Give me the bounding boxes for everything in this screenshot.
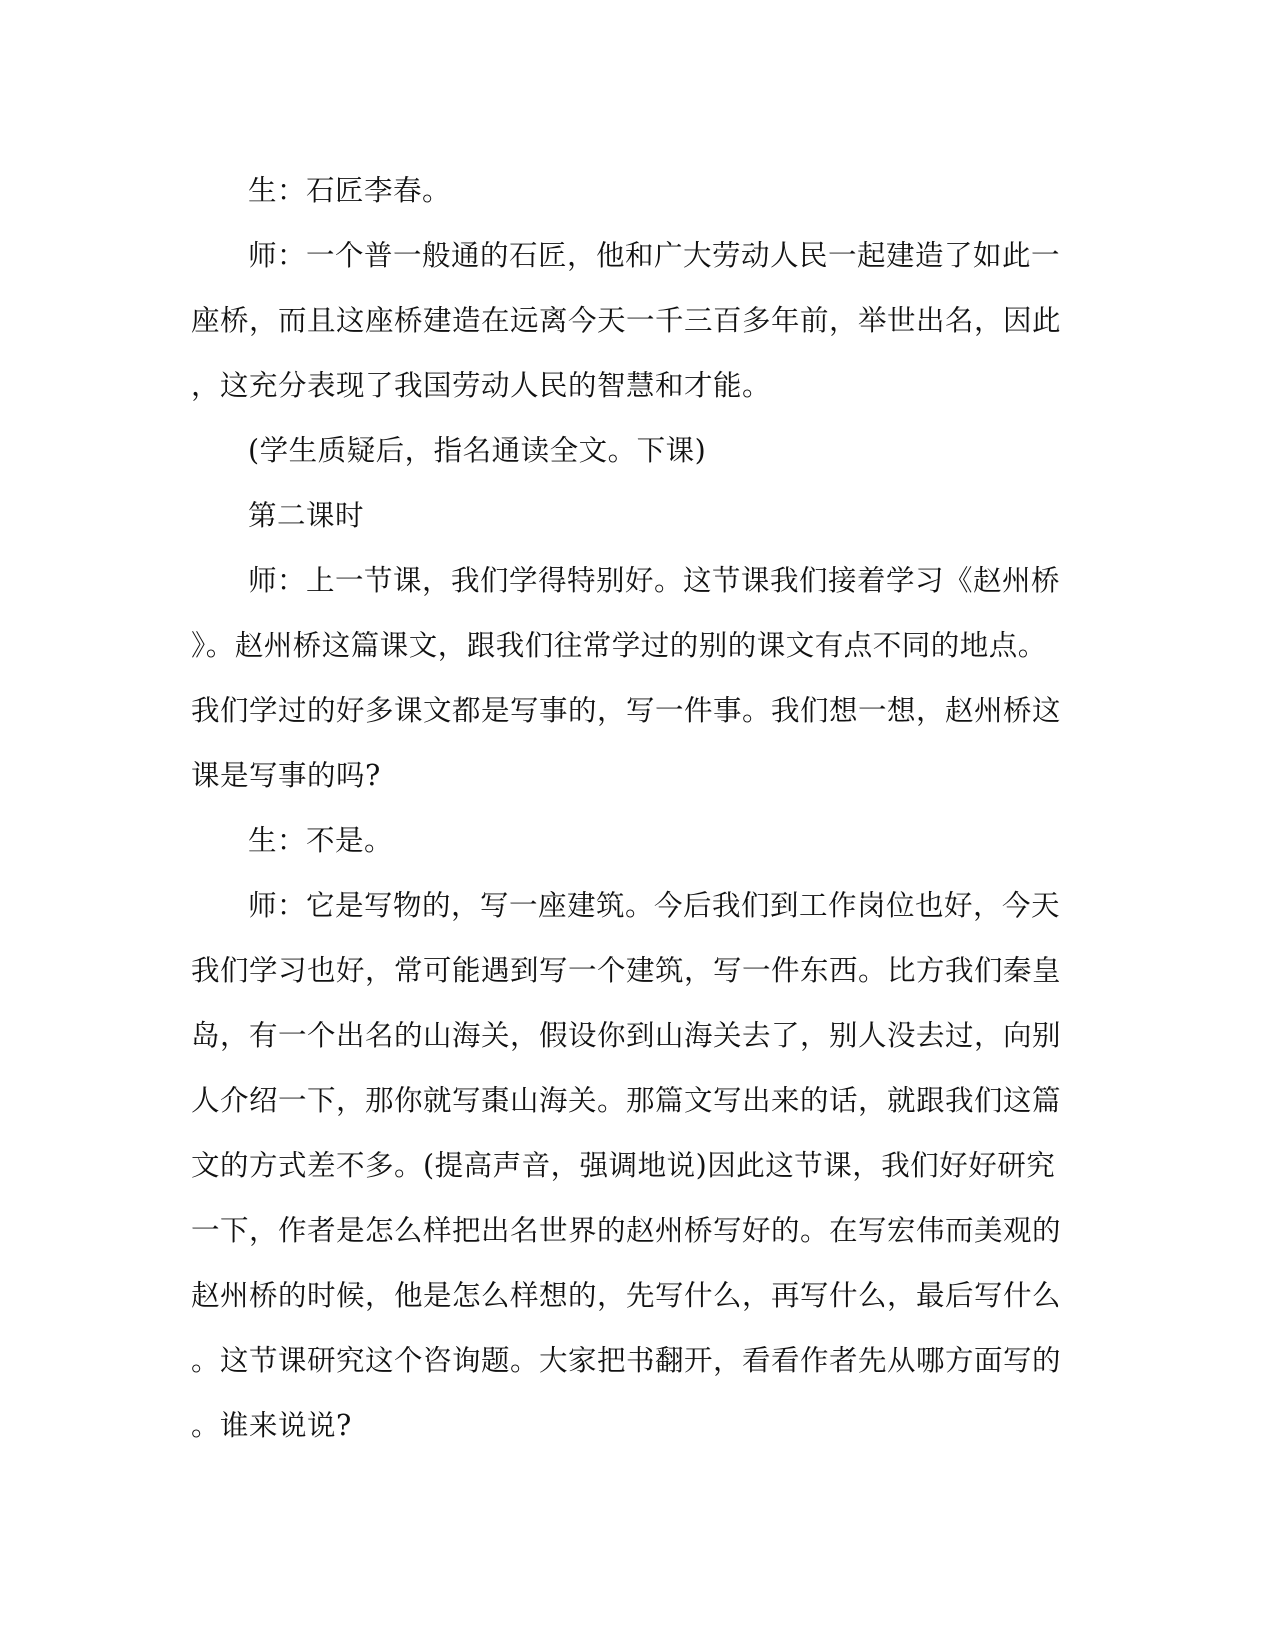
text-line: 。谁来说说?	[191, 1409, 352, 1442]
text-line: 座桥，而且这座桥建造在远离今天一千三百多年前，举世出名，因此	[191, 304, 1062, 337]
document-body	[191, 158, 1062, 1458]
text-line: 人介绍一下，那你就写棗山海关。那篇文写出来的话，就跟我们这篇	[191, 1084, 1062, 1117]
text-line: 》。赵州桥这篇课文，跟我们往常学过的别的课文有点不同的地点。	[191, 629, 1047, 662]
text-line: 文的方式差不多。(提高声音，强调地说)因此这节课，我们好好研究	[191, 1149, 1056, 1182]
text-line: 一下，作者是怎么样把出名世界的赵州桥写好的。在写宏伟而美观的	[191, 1214, 1062, 1247]
text-line: 我们学过的好多课文都是写事的，写一件事。我们想一想，赵州桥这	[191, 694, 1062, 727]
text-line: 赵州桥的时候，他是怎么样想的，先写什么，再写什么，最后写什么	[191, 1279, 1062, 1312]
text-line: 。这节课研究这个咨询题。大家把书翻开，看看作者先从哪方面写的	[191, 1344, 1062, 1377]
text-line: 我们学习也好，常可能遇到写一个建筑，写一件东西。比方我们秦皇	[191, 954, 1062, 987]
text-line: (学生质疑后，指名通读全文。下课)	[248, 434, 707, 467]
text-line: 师：上一节课，我们学得特别好。这节课我们接着学习《赵州桥	[248, 564, 1061, 597]
text-line: ，这充分表现了我国劳动人民的智慧和才能。	[191, 369, 772, 402]
text-line: 师：它是写物的，写一座建筑。今后我们到工作岗位也好，今天	[248, 889, 1061, 922]
text-line: 生：石匠李春。	[248, 174, 452, 207]
section-heading: 第二课时	[248, 499, 365, 532]
text-line: 生：不是。	[248, 824, 394, 857]
text-line: 课是写事的吗?	[191, 759, 381, 792]
text-line: 师：一个普一般通的石匠，他和广大劳动人民一起建造了如此一	[248, 239, 1061, 272]
text-line: 岛，有一个出名的山海关，假设你到山海关去了，别人没去过，向别	[191, 1019, 1062, 1052]
